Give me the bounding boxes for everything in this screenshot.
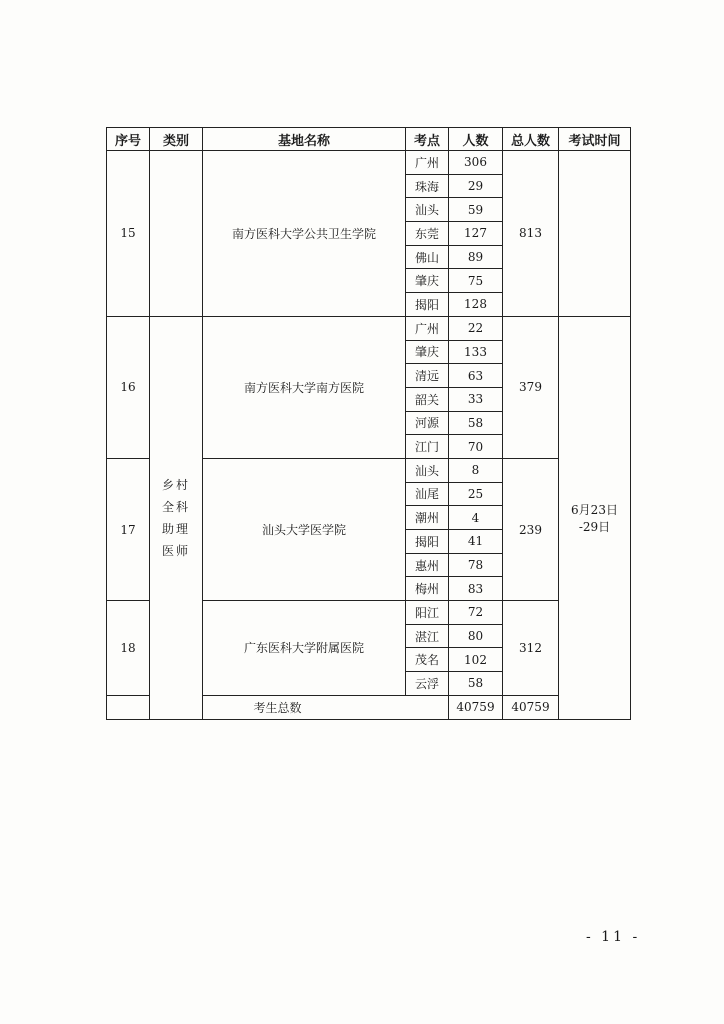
site-count: 128 <box>449 293 503 317</box>
exam-table <box>106 127 631 720</box>
site-count: 83 <box>449 577 503 601</box>
category-line: 助理 <box>161 521 190 536</box>
site-name: 珠海 <box>406 174 449 198</box>
site-count: 63 <box>449 364 503 388</box>
site-count: 102 <box>449 648 503 672</box>
category-cell <box>150 316 203 719</box>
site-count: 70 <box>449 435 503 459</box>
site-count: 72 <box>449 601 503 625</box>
site-name: 阳江 <box>406 601 449 625</box>
totals-label: 考生总数 <box>107 695 449 719</box>
site-name: 江门 <box>406 435 449 459</box>
header-count: 人数 <box>449 128 503 151</box>
row-number: 16 <box>107 316 150 458</box>
site-count: 58 <box>449 411 503 435</box>
site-count: 33 <box>449 387 503 411</box>
exam-time-cell-empty <box>559 151 631 317</box>
group-total: 312 <box>503 601 559 696</box>
group-total: 813 <box>503 151 559 317</box>
site-count: 133 <box>449 340 503 364</box>
header-row <box>107 128 631 151</box>
site-count: 4 <box>449 506 503 530</box>
site-count: 29 <box>449 174 503 198</box>
site-name: 广州 <box>406 316 449 340</box>
totals-total: 40759 <box>503 695 559 719</box>
row-number: 17 <box>107 458 150 600</box>
site-name: 湛江 <box>406 624 449 648</box>
site-name: 云浮 <box>406 672 449 696</box>
site-count: 127 <box>449 222 503 246</box>
base-name: 南方医科大学公共卫生学院 <box>203 151 406 317</box>
site-name: 清远 <box>406 364 449 388</box>
group-total: 379 <box>503 316 559 458</box>
site-name: 茂名 <box>406 648 449 672</box>
site-name: 潮州 <box>406 506 449 530</box>
table-row <box>107 151 631 175</box>
category-cell-empty <box>150 151 203 317</box>
category-line: 医师 <box>161 543 190 558</box>
site-name: 佛山 <box>406 245 449 269</box>
site-count: 58 <box>449 672 503 696</box>
header-no: 序号 <box>107 128 150 151</box>
site-name: 惠州 <box>406 553 449 577</box>
site-name: 广州 <box>406 151 449 175</box>
table-row <box>107 316 631 340</box>
site-name: 肇庆 <box>406 269 449 293</box>
header-base-name: 基地名称 <box>203 128 406 151</box>
totals-count: 40759 <box>449 695 503 719</box>
page-number: - 11 - <box>586 929 641 945</box>
exam-time <box>559 316 631 719</box>
site-count: 78 <box>449 553 503 577</box>
site-count: 8 <box>449 458 503 482</box>
category-line: 乡村 <box>161 477 190 492</box>
site-name: 汕头 <box>406 458 449 482</box>
totals-row <box>107 695 631 719</box>
site-name: 肇庆 <box>406 340 449 364</box>
site-name: 河源 <box>406 411 449 435</box>
site-name: 梅州 <box>406 577 449 601</box>
site-count: 89 <box>449 245 503 269</box>
header-category: 类别 <box>150 128 203 151</box>
site-count: 306 <box>449 151 503 175</box>
header-site: 考点 <box>406 128 449 151</box>
site-count: 25 <box>449 482 503 506</box>
site-name: 揭阳 <box>406 530 449 554</box>
base-name: 南方医科大学南方医院 <box>203 316 406 458</box>
header-exam-time: 考试时间 <box>559 128 631 151</box>
base-name: 广东医科大学附属医院 <box>203 601 406 696</box>
row-number: 18 <box>107 601 150 696</box>
exam-time-line: -29日 <box>578 519 611 534</box>
site-name: 揭阳 <box>406 293 449 317</box>
base-name: 汕头大学医学院 <box>203 458 406 600</box>
category-line: 全科 <box>161 499 190 514</box>
site-name: 汕头 <box>406 198 449 222</box>
site-name: 韶关 <box>406 387 449 411</box>
site-count: 41 <box>449 530 503 554</box>
site-name: 汕尾 <box>406 482 449 506</box>
row-number: 15 <box>107 151 150 317</box>
header-total: 总人数 <box>503 128 559 151</box>
group-total: 239 <box>503 458 559 600</box>
site-count: 75 <box>449 269 503 293</box>
site-count: 22 <box>449 316 503 340</box>
site-count: 80 <box>449 624 503 648</box>
exam-time-line: 6月23日 <box>571 502 618 517</box>
site-count: 59 <box>449 198 503 222</box>
site-name: 东莞 <box>406 222 449 246</box>
